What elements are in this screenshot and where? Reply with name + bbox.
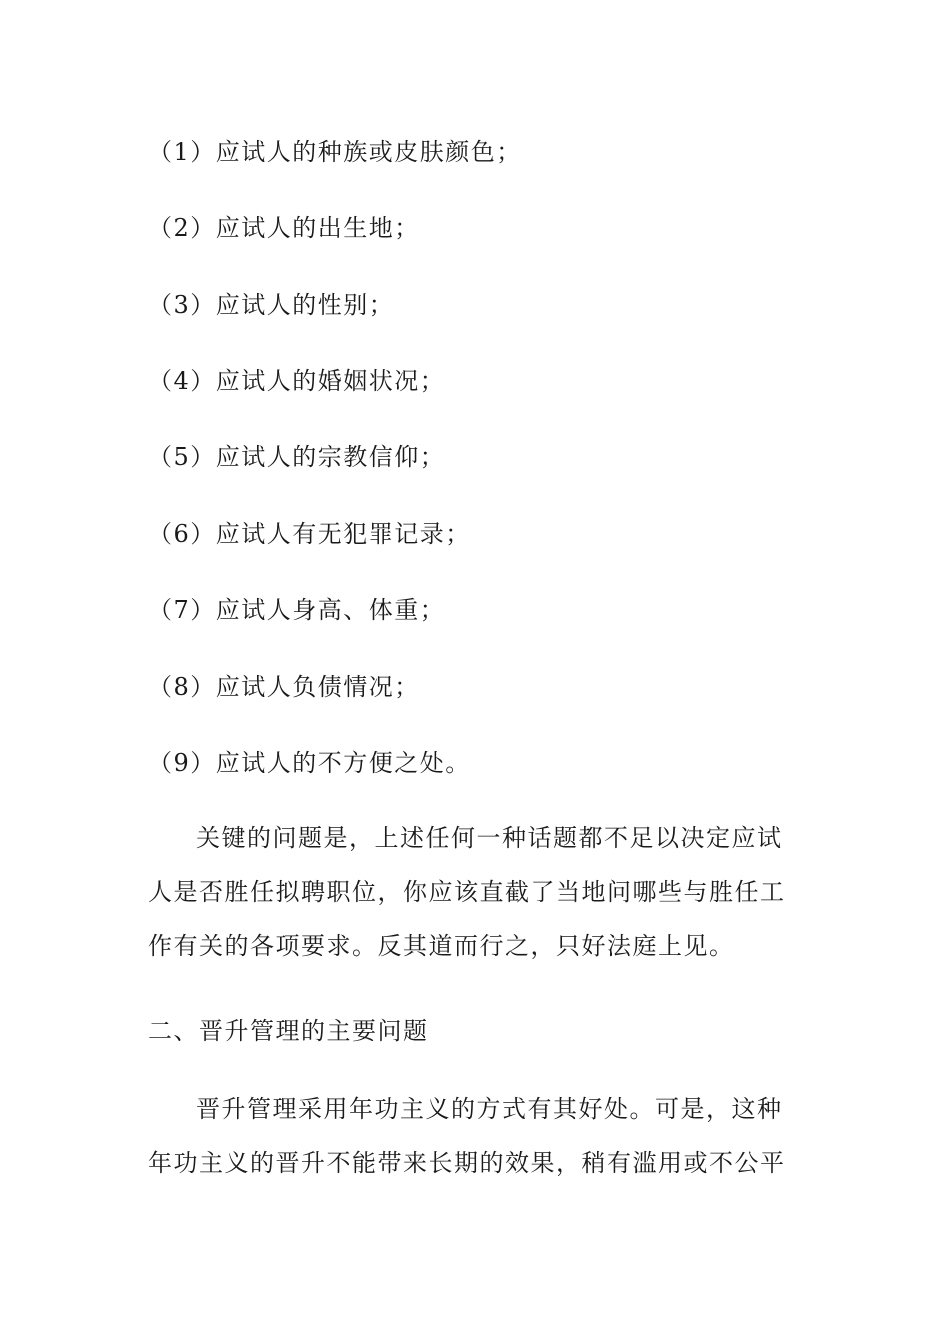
list-item-2: （2）应试人的出生地； <box>148 214 420 242</box>
list-item-5: （5）应试人的宗教信仰； <box>148 443 446 471</box>
list-item-1: （1）应试人的种族或皮肤颜色； <box>148 138 522 166</box>
list-item-6: （6）应试人有无犯罪记录； <box>148 520 471 548</box>
paragraph-key-issue: 关键的问题是，上述任何一种话题都不足以决定应试人是否胜任拟聘职位，你应该直截了当地问哪些与胜任工作有关的各项要求。反其道而行之，只好法庭上见。 <box>148 824 786 960</box>
list-item-3: （3）应试人的性别； <box>148 291 395 319</box>
list-item-8: （8）应试人负债情况； <box>148 673 420 701</box>
paragraph-promotion: 晋升管理采用年功主义的方式有其好处。可是，这种年功主义的晋升不能带来长期的效果，稍有滥用或不公平 <box>148 1095 786 1177</box>
section-heading: 二、晋升管理的主要问题 <box>148 1017 429 1045</box>
list-item-9: （9）应试人的不方便之处。 <box>148 749 471 777</box>
list-item-7: （7）应试人身高、体重； <box>148 596 446 624</box>
list-item-4: （4）应试人的婚姻状况； <box>148 367 446 395</box>
